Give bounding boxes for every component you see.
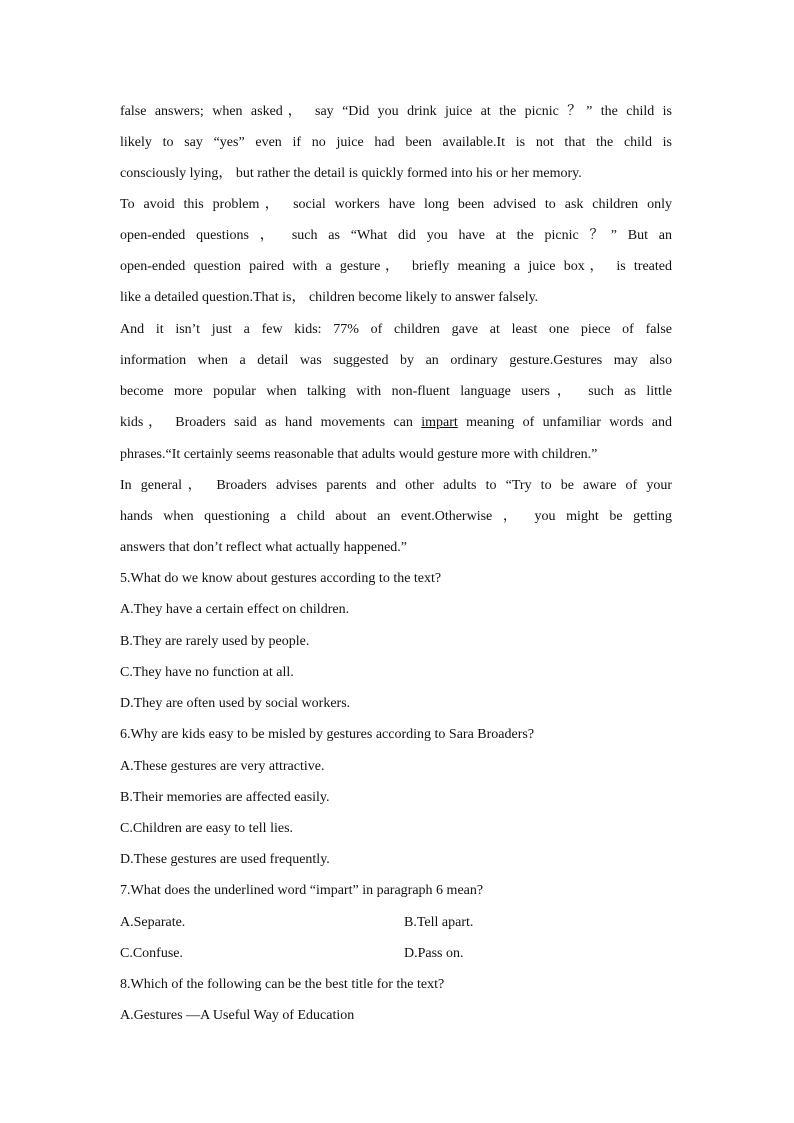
question-6-option-c: C.Children are easy to tell lies.: [120, 821, 294, 836]
question-6-option-d: D.These gestures are used frequently.: [120, 852, 330, 867]
question-5-option-c: C.They have no function at all.: [120, 665, 294, 680]
question-7-row-2: [120, 944, 672, 964]
question-6-option-b: B.Their memories are affected easily.: [120, 790, 330, 805]
question-5-option-b: B.They are rarely used by people.: [120, 634, 310, 649]
passage-p1-line-3: consciously lying， but rather the detail is quickly formed into his or her memory.: [120, 166, 582, 181]
question-5-option-d: D.They are often used by social workers.: [120, 696, 351, 711]
passage-p3-line-2: information when a detail was suggested by an ordinary gesture.Gestures may also: [120, 353, 672, 368]
passage-p4-line-3: answers that don’t reflect what actually happened.”: [120, 540, 408, 555]
question-7-option-b: B.Tell apart.: [404, 915, 474, 930]
passage-p1-line-2: likely to say “yes” even if no juice had been available.It is not that the child is: [120, 135, 672, 150]
passage-p3-line-1: And it isn’t just a few kids: 77% of children gave at least one piece of false: [120, 322, 672, 337]
passage-p2-line-1: To avoid this problem， social workers have long been advised to ask children only: [120, 197, 672, 212]
question-7-option-d: D.Pass on.: [404, 946, 464, 961]
question-7-row-1: [120, 913, 672, 933]
question-5-option-a: A.They have a certain effect on children.: [120, 602, 350, 617]
question-6-option-a: A.These gestures are very attractive.: [120, 759, 325, 774]
passage-p1-line-1: false answers; when asked， say “Did you drink juice at the picnic ？” the child is: [120, 104, 672, 119]
passage-p4-line-1: In general， Broaders advises parents and other adults to “Try to be aware of your: [120, 478, 672, 493]
question-8-option-a: A.Gestures —A Useful Way of Education: [120, 1008, 355, 1023]
question-8-stem: 8.Which of the following can be the best title for the text?: [120, 977, 445, 992]
passage-p3-line-4: [120, 413, 672, 433]
passage-p2-line-3: open-ended question paired with a gesture， briefly meaning a juice box， is treated: [120, 259, 672, 274]
passage-p2-line-2: open-ended questions ， such as “What did you have at the picnic ？” But an: [120, 228, 672, 243]
question-7-option-a: A.Separate.: [120, 915, 186, 930]
question-6-stem: 6.Why are kids easy to be misled by gestures according to Sara Broaders?: [120, 727, 535, 742]
question-7-stem: 7.What does the underlined word “impart” in paragraph 6 mean?: [120, 883, 484, 898]
question-5-stem: 5.What do we know about gestures according to the text?: [120, 571, 442, 586]
question-7-option-c: C.Confuse.: [120, 946, 183, 961]
passage-p3-line-5: phrases.“It certainly seems reasonable that adults would gesture more with children.”: [120, 447, 598, 462]
passage-p3-line-3: become more popular when talking with non-fluent language users， such as little: [120, 384, 672, 399]
underlined-word-impart: impart: [421, 415, 458, 430]
passage-p3-line-4-post: meaning of unfamiliar words and: [457, 415, 672, 430]
passage-p2-line-4: like a detailed question.That is， children become likely to answer falsely.: [120, 290, 539, 305]
passage-p3-line-4-pre: kids， Broaders said as hand movements can: [120, 415, 422, 430]
passage-p4-line-2: hands when questioning a child about an event.Otherwise ， you might be getting: [120, 509, 672, 524]
